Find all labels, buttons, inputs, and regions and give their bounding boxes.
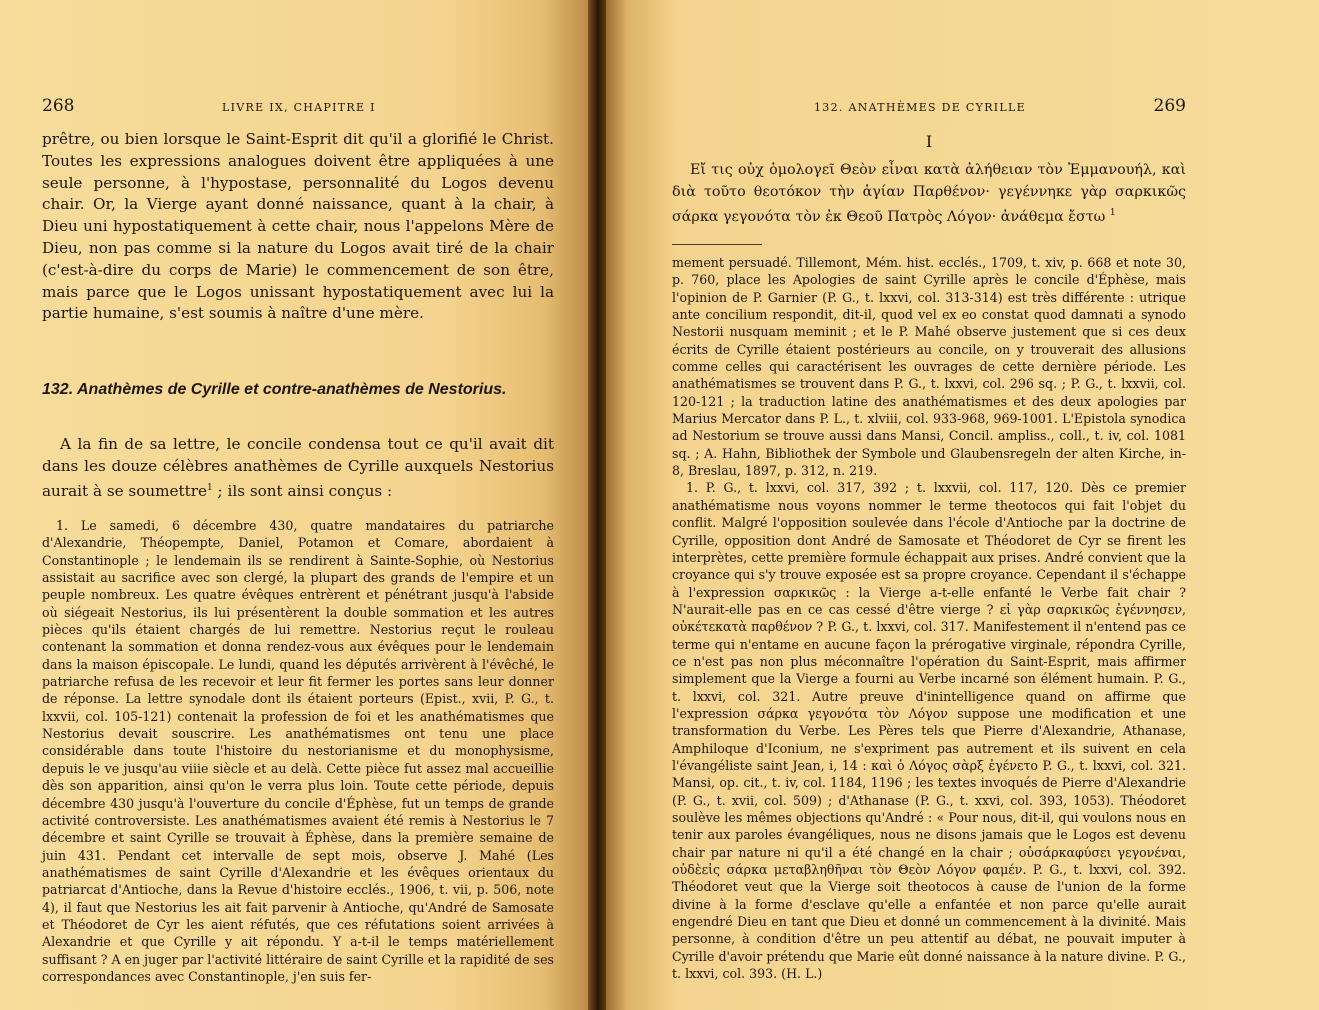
- footnote-ref: 1: [207, 482, 213, 493]
- paragraph-2-end: ; ils sont ainsi conçus :: [212, 481, 393, 500]
- book-gutter: [588, 0, 608, 1010]
- anathema-numeral: I: [925, 132, 933, 151]
- right-footnotes: [672, 254, 1186, 982]
- right-running-head: 132. ANATHÈMES DE CYRILLE: [814, 101, 1026, 114]
- greek-footnote-ref: 1: [1109, 208, 1116, 219]
- left-running-head: LIVRE IX, CHAPITRE I: [222, 101, 376, 114]
- left-paragraph-2: [42, 434, 554, 502]
- left-page-number: 268: [42, 96, 75, 116]
- footnote-rule: [672, 244, 762, 245]
- anathema-greek-text: [672, 160, 1186, 229]
- paragraph-2-text: A la fin de sa lettre, le concile condensa tout ce qu'il avait dit dans les douze célèbres anathèmes de Cyrille auxquels Nestorius aurait à se soumettre: [42, 435, 554, 500]
- note-continued: mement persuadé. Tillemont, Mém. hist. ecclés., 1709, t. xiv, p. 668 et note 30, p. 760, place les Apologies de saint Cyrille après le concile d'Éphèse, mais l'opinion de P. Garnier (P. G., t. lxxvi, col. 313-314) est très différente : utrique ante concilium respondit, dit-il, quod vel ex eo constat quod damnati a synodo Nestorii nusquam meminit ; et le P. Mahé observe justement que si ces deux écrits de Cyrille étaient postérieurs au concile, on y trouverait des allusions comme celles qui caractérisent les ouvrages de cette dernière période. Les anathématismes se trouvent dans P. G., t. lxxvi, col. 296 sq. ; P. G., t. lxxvii, col. 120-121 ; la traduction latine des anathématismes et des deux apologies par Marius Mercator dans P. L., t. xlviii, col. 933-968, 969-1001. L'Epistola synodica ad Nestorium se trouve aussi dans Mansi, Concil. ampliss., coll., t. iv, col. 1081 sq. ; A. Hahn, Bibliothek der Symbole und Glaubensregeln der alten Kirche, in-8, Breslau, 1897, p. 312, n. 219.: [672, 255, 1186, 479]
- right-page: [606, 0, 1319, 1010]
- greek-text: Εἴ τις οὐχ ὁμολογεῖ Θεὸν εἶναι κατὰ ἀλήθειαν τὸν Ἐμμανουήλ, καὶ διὰ τοῦτο θεοτόκον τὴν ἁγίαν Παρθένον· γεγέννηκε γὰρ σαρκικῶς σάρκα γεγονότα τὸν ἐκ Θεοῦ Πατρὸς Λόγον· ἀνάθεμα ἔστω: [672, 162, 1186, 225]
- left-page: [0, 0, 590, 1010]
- right-page-number: 269: [1153, 96, 1186, 116]
- left-page-header: [42, 96, 554, 116]
- left-footnote: 1. Le samedi, 6 décembre 430, quatre mandataires du patriarche d'Alexandrie, Théopempte, Daniel, Potamon et Comare, abordaient à Constantinople ; le lendemain ils se rendirent à Sainte-Sophie, où Nestorius assistait au sacrifice avec son clergé, la plupart des grands de l'empire et un peuple nombreux. Les quatre évêques entrèrent et pénétrant jusqu'à l'abside où siégeait Nestorius, ils lui présentèrent la double sommation et les autres pièces qu'ils étaient chargés de lui remettre. Nestorius reçut le rouleau contenant la sommation et donna rendez-vous aux évêques pour le lendemain dans la maison épiscopale. Le lundi, quand les députés arrivèrent à l'évêché, le patriarche refusa de les recevoir et leur fit fermer les portes sans leur donner de réponse. La lettre synodale dont ils étaient porteurs (Epist., xvii, P. G., t. lxxvii, col. 105-121) contenait la profession de foi et les anathématismes que Nestorius devait souscrire. Les anathématismes ont tenu une place considérable dans toute l'histoire du nestorianisme et du monophysisme, depuis le ve jusqu'au viiie siècle et au delà. Cette pièce fut assez mal accueillie dès son apparition, ainsi qu'on le verra plus loin. Toute cette période, depuis décembre 430 jusqu'à l'ouverture du concile d'Éphèse, fut un temps de grande activité controversiste. Les anathématismes avaient été remis à Nestorius le 7 décembre et saint Cyrille se trouvait à Éphèse, dans la première semaine de juin 431. Pendant cet intervalle de sept mois, observe J. Mahé (Les anathématismes de saint Cyrille d'Alexandrie et les évêques orientaux du patriarcat d'Antioche, dans la Revue d'histoire ecclés., 1906, t. vii, p. 506, note 4), il faut que Nestorius les ait fait parvenir à Antioche, qu'André de Samosate et Théodoret de Cyr les aient réfutés, que ces réfutations soient arrivées à Alexandrie et que Cyrille y ait répondu. Y a-t-il le temps matériellement suffisant ? A en juger par l'activité littéraire de saint Cyrille et la rapidité de ses correspondances avec Constantinople, j'en suis fer-: [42, 518, 554, 984]
- left-paragraph-1: prêtre, ou bien lorsque le Saint-Esprit dit qu'il a glorifié le Christ. Toutes les expressions analogues doivent être appliquées à une seule personne, à l'hypostase, personnalité du Logos devenu chair. Or, la Vierge ayant donné naissance, quant à la chair, à Dieu uni hypostatiquement à cette chair, nous l'appelons Mère de Dieu, non pas comme si la nature du Logos avait tiré de la chair (c'est-à-dire du corps de Marie) le commencement de son être, mais parce que le Logos unissant hypostatiquement avec lui la partie humaine, s'est soumis à naître d'une mère.: [42, 130, 554, 323]
- section-title: 132. Anathèmes de Cyrille et contre-anathèmes de Nestorius.: [42, 381, 507, 398]
- note-1: 1. P. G., t. lxxvi, col. 317, 392 ; t. lxxvii, col. 117, 120. Dès ce premier anathématisme nous voyons nommer le terme theotocos qui fait l'objet du conflit. Malgré l'opposition soulevée dans l'école d'Antioche par la doctrine de Cyrille, opposition dont André de Samosate et Théodoret de Cyr se firent les interprètes, cette première formule échappait aux prises. André convient que la croyance qui s'y trouve exposée est sa propre croyance. Cependant il s'échappe à l'expression σαρκικῶς : la Vierge a-t-elle enfanté le Verbe fait chair ? N'aurait-elle pas en ce cas cessé d'être vierge ? εἰ γὰρ σαρκικῶς ἐγέννησεν, οὐκέτεκατὰ παρθένον ? P. G., t. lxxvi, col. 317. Manifestement il n'entend pas ce terme qui n'entame en aucune façon la prérogative virginale, répondra Cyrille, ce n'est pas non plus méconnaître l'opération du Saint-Esprit, mais affirmer simplement que la Vierge a fourni au Verbe incarné son élément humain. P. G., t. lxxvi, col. 321. Autre preuve d'inintelligence quand on affirme que l'expression σάρκα γεγονότα τὸν Λόγον suppose une modification et une transformation du Verbe. Les Pères tels que Pierre d'Alexandrie, Athanase, Amphiloque d'Iconium, ne s'expriment pas autrement et ils suivent en cela l'évangéliste saint Jean, i, 14 : καὶ ὁ Λόγος σὰρξ ἐγένετο P. G., t. lxxvi, col. 321. Mansi, op. cit., t. iv, col. 1184, 1196 ; les textes invoqués de Pierre d'Alexandrie (P. G., t. xvii, col. 509) ; d'Athanase (P. G., t. xxvi, col. 393, 1053). Théodoret soulève les mêmes objections qu'André : « Pour nous, dit-il, qui voulons nous en tenir aux paroles évangéliques, nous ne disons jamais que le Logos est devenu chair par nature ni qu'il a été changé en la chair ; οὐσάρκαφύσει γεγονέναι, οὐδὲεἰς σάρκα μεταβληθῆναι τὸν Θεὸν Λόγον φαμέν. P. G., t. lxxvi, col. 392. Théodoret veut que la Vierge soit theotocos à cause de l'union de la forme divine à la forme d'esclave qu'elle a enfantée et non parce qu'elle aurait engendré Dieu en tant que Dieu et donné un commencement à la divinité. Mais personne, à condition d'être un peu attentif au débat, ne pouvait imputer à Cyrille d'avoir prétendu que Marie eût donné naissance à la nature divine. P. G., t. lxxvi, col. 393. (H. L.): [672, 480, 1186, 982]
